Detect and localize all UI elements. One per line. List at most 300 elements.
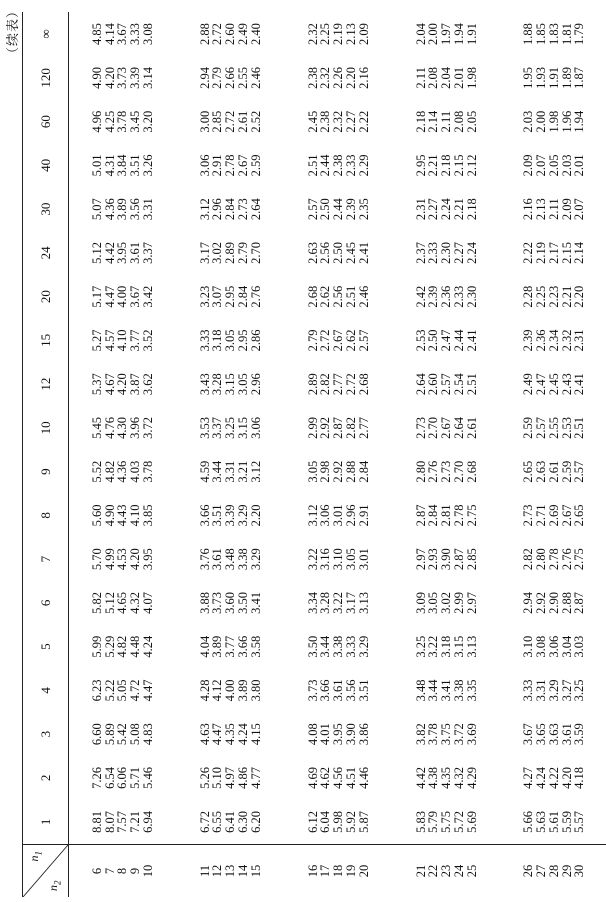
table-value: 4.85 (89, 23, 104, 45)
table-value: 2.37 (413, 241, 428, 264)
table-value: 4.10 (115, 329, 130, 352)
header-row (23, 12, 69, 897)
table-value: 1.91 (546, 66, 561, 89)
table-value: 4.47 (210, 723, 225, 746)
value-cell (501, 231, 606, 275)
column-header: 12 (23, 362, 69, 406)
table-value: 2.09 (356, 23, 371, 45)
table-value: 2.86 (248, 329, 263, 352)
table-value: 2.85 (464, 548, 479, 571)
value-cell (177, 756, 285, 800)
table-value: 3.33 (521, 679, 536, 702)
n2-value: 30 (572, 864, 587, 878)
table-value: 2.12 (464, 154, 479, 177)
table-value: 3.89 (235, 679, 250, 702)
table-value: 2.36 (439, 285, 454, 308)
table-value: 3.61 (210, 548, 225, 571)
table-value: 2.95 (413, 154, 428, 177)
table-value: 4.77 (248, 766, 263, 789)
table-value: 2.51 (464, 373, 479, 396)
table-value: 5.83 (413, 810, 428, 833)
table-value: 1.88 (521, 23, 536, 45)
value-cell (285, 144, 393, 188)
table-value: 3.08 (140, 23, 155, 45)
table-value: 3.15 (235, 416, 250, 439)
table-value: 2.20 (343, 66, 358, 89)
table-value: 2.50 (318, 198, 333, 221)
table-value: 4.01 (318, 723, 333, 746)
table-value: 4.36 (115, 460, 130, 483)
table-value: 3.14 (140, 66, 155, 89)
table-value: 5.12 (102, 591, 117, 614)
table-value: 2.47 (439, 329, 454, 352)
n2-values (69, 845, 177, 898)
table-value: 4.47 (140, 679, 155, 702)
table-value: 2.70 (248, 241, 263, 264)
table-value: 4.24 (235, 723, 250, 746)
n2-value: 20 (356, 864, 371, 878)
table-value: 2.57 (356, 329, 371, 352)
table-value: 4.86 (235, 766, 250, 789)
value-cell (177, 450, 285, 494)
table-value: 3.65 (534, 723, 549, 746)
table-value: 2.26 (331, 66, 346, 89)
table-value: 3.22 (331, 591, 346, 614)
table-value: 4.27 (521, 766, 536, 789)
table-value: 2.22 (521, 241, 536, 264)
table-value: 2.29 (356, 154, 371, 177)
table-value: 2.93 (426, 548, 441, 571)
table-value: 2.27 (451, 241, 466, 264)
table-value: 3.22 (426, 635, 441, 658)
table-value: 3.78 (426, 723, 441, 746)
table-value: 2.54 (451, 373, 466, 396)
table-value: 4.00 (223, 679, 238, 702)
value-cell (393, 362, 501, 406)
table-value: 2.84 (356, 460, 371, 483)
table-value: 2.72 (223, 110, 238, 133)
table-value: 3.18 (210, 329, 225, 352)
table-value: 5.87 (356, 810, 371, 833)
table-value: 2.13 (343, 23, 358, 45)
table-value: 3.56 (343, 679, 358, 702)
table-value: 2.80 (534, 548, 549, 571)
table-value: 2.57 (572, 460, 587, 483)
table-value: 2.70 (426, 416, 441, 439)
table-value: 2.25 (318, 23, 333, 45)
table-value: 5.52 (89, 460, 104, 483)
value-cell (69, 362, 177, 406)
table-value: 3.66 (235, 635, 250, 658)
table-value: 2.50 (331, 241, 346, 264)
column-header: 6 (23, 581, 69, 625)
table-value: 3.29 (248, 548, 263, 571)
table-value: 4.46 (356, 766, 371, 789)
table-value: 4.38 (426, 766, 441, 789)
table-value: 6.06 (115, 766, 130, 789)
table-value: 3.29 (356, 635, 371, 658)
column-header: 1 (23, 800, 69, 845)
value-cell (69, 625, 177, 669)
value-cell (501, 581, 606, 625)
table-value: 3.28 (318, 591, 333, 614)
table-value: 2.15 (451, 154, 466, 177)
value-cell (177, 187, 285, 231)
value-cell (285, 275, 393, 319)
table-value: 3.10 (331, 548, 346, 571)
value-cell (177, 319, 285, 363)
table-value: 2.45 (305, 110, 320, 133)
table-value: 3.37 (140, 241, 155, 264)
table-value: 2.60 (426, 373, 441, 396)
table-value: 5.72 (451, 810, 466, 833)
table-value: 3.77 (128, 329, 143, 352)
table-value: 2.70 (451, 460, 466, 483)
table-value: 2.90 (546, 591, 561, 614)
table-value: 2.57 (439, 373, 454, 396)
value-cell (393, 756, 501, 800)
table-value: 1.83 (546, 23, 561, 45)
table-value: 3.95 (140, 548, 155, 571)
table-value: 2.38 (318, 110, 333, 133)
table-value: 2.03 (559, 154, 574, 177)
table-value: 2.81 (439, 504, 454, 527)
table-value: 3.31 (140, 198, 155, 221)
table-value: 3.67 (115, 23, 130, 45)
table-value: 4.22 (546, 766, 561, 789)
table-value: 3.25 (413, 635, 428, 658)
table-value: 2.96 (343, 504, 358, 527)
n2-value: 26 (521, 864, 536, 878)
table-value: 1.89 (559, 66, 574, 89)
table-value: 2.03 (521, 110, 536, 133)
n2-value: 27 (534, 864, 549, 878)
table-value: 4.20 (102, 66, 117, 89)
table-value: 3.61 (331, 679, 346, 702)
table-value: 2.09 (521, 154, 536, 177)
table-value: 4.12 (210, 679, 225, 702)
table-value: 4.72 (128, 679, 143, 702)
table-value: 2.11 (546, 198, 561, 220)
table-value: 4.31 (102, 154, 117, 177)
table-value: 3.34 (305, 591, 320, 614)
value-cell (393, 231, 501, 275)
table-value: 5.99 (89, 635, 104, 658)
n2-value: 9 (128, 867, 143, 875)
value-cell (285, 625, 393, 669)
value-cell (177, 12, 285, 56)
table-value: 2.89 (305, 373, 320, 396)
table-value: 6.04 (318, 810, 333, 833)
value-cell (393, 625, 501, 669)
table-value: 4.69 (305, 766, 320, 789)
table-value: 8.07 (102, 810, 117, 833)
value-cell (285, 406, 393, 450)
table-value: 3.61 (128, 241, 143, 264)
value-cell (177, 537, 285, 581)
n2-values (285, 845, 393, 898)
table-value: 3.05 (426, 591, 441, 614)
table-value: 3.18 (439, 635, 454, 658)
table-value: 5.79 (426, 810, 441, 833)
table-value: 2.68 (305, 285, 320, 308)
table-value: 3.45 (128, 110, 143, 133)
table-value: 2.61 (464, 416, 479, 439)
table-value: 3.06 (197, 154, 212, 177)
n2-values (501, 845, 606, 898)
n2-value: 14 (235, 864, 250, 878)
column-header: 60 (23, 100, 69, 144)
table-value: 2.30 (439, 241, 454, 264)
value-cell (501, 800, 606, 845)
value-cell (285, 494, 393, 538)
table-value: 6.72 (197, 810, 212, 833)
value-cell (177, 100, 285, 144)
table-value: 4.90 (89, 66, 104, 89)
value-cell (177, 275, 285, 319)
table-value: 2.35 (356, 198, 371, 221)
table-value: 2.25 (534, 285, 549, 308)
table-value: 3.78 (115, 110, 130, 133)
n2-value: 23 (439, 864, 454, 878)
table-value: 2.77 (331, 373, 346, 396)
table-value: 2.49 (235, 23, 250, 45)
table-value: 1.95 (521, 66, 536, 89)
table-value: 2.01 (451, 66, 466, 89)
table-value: 2.39 (426, 285, 441, 308)
table-value: 2.43 (559, 373, 574, 396)
table-value: 2.72 (343, 373, 358, 396)
table-value: 5.12 (89, 241, 104, 264)
value-cell (501, 406, 606, 450)
n2-values (177, 845, 285, 898)
table-value: 5.98 (331, 810, 346, 833)
table-value: 3.06 (546, 635, 561, 658)
value-cell (501, 275, 606, 319)
value-cell (285, 800, 393, 845)
table-value: 2.00 (426, 23, 441, 45)
continued-label: （续表） (5, 4, 20, 61)
value-cell (285, 756, 393, 800)
value-cell (501, 56, 606, 100)
table-value: 6.41 (223, 810, 238, 833)
table-value: 5.92 (343, 810, 358, 833)
value-cell (69, 800, 177, 845)
table-value: 3.85 (140, 504, 155, 527)
table-value: 3.80 (248, 679, 263, 702)
n2-value: 19 (343, 864, 358, 878)
table-value: 2.08 (451, 110, 466, 133)
table-value: 2.50 (426, 329, 441, 352)
table-value: 5.10 (210, 766, 225, 789)
table-value: 3.01 (356, 548, 371, 571)
table-value: 2.62 (318, 285, 333, 308)
table-value: 2.18 (464, 198, 479, 221)
table-value: 3.17 (197, 241, 212, 264)
table-value: 3.50 (305, 635, 320, 658)
value-cell (69, 669, 177, 713)
table-value: 4.10 (128, 504, 143, 527)
n2-value: 7 (102, 867, 117, 875)
table-value: 3.56 (128, 198, 143, 221)
table-value: 4.96 (89, 110, 104, 133)
table-value: 2.91 (210, 154, 225, 177)
n2-value: 11 (197, 864, 212, 878)
table-value: 2.80 (413, 460, 428, 483)
table-value: 2.52 (248, 110, 263, 133)
table-value: 4.20 (128, 548, 143, 571)
table-value: 3.26 (140, 154, 155, 177)
table-value: 3.06 (318, 504, 333, 527)
table-value: 2.56 (331, 285, 346, 308)
table-value: 3.02 (439, 591, 454, 614)
table-value: 3.90 (343, 723, 358, 746)
table-value: 4.51 (343, 766, 358, 789)
table-value: 2.67 (559, 504, 574, 527)
table-value: 4.97 (223, 766, 238, 789)
table-value: 5.26 (197, 766, 212, 789)
table-value: 3.35 (464, 679, 479, 702)
table-value: 3.44 (318, 635, 333, 658)
value-cell (177, 231, 285, 275)
table-value: 2.63 (305, 241, 320, 264)
table-value: 2.09 (559, 198, 574, 221)
table-value: 2.68 (464, 460, 479, 483)
table-value: 3.72 (140, 416, 155, 439)
table-value: 2.75 (464, 504, 479, 527)
table-value: 1.79 (572, 23, 587, 45)
table-body (69, 12, 606, 897)
value-cell (393, 494, 501, 538)
table-value: 2.65 (572, 504, 587, 527)
table-value: 4.59 (197, 460, 212, 483)
table-value: 4.76 (102, 416, 117, 439)
table-value: 4.24 (534, 766, 549, 789)
table-value: 5.89 (102, 723, 117, 746)
value-cell (285, 581, 393, 625)
table-value: 2.68 (356, 373, 371, 396)
table-value: 7.57 (115, 810, 130, 833)
table-value: 3.67 (128, 285, 143, 308)
table-value: 2.61 (235, 110, 250, 133)
table-value: 2.73 (235, 198, 250, 221)
n2-value: 18 (331, 864, 346, 878)
value-cell (285, 319, 393, 363)
value-cell (501, 187, 606, 231)
table-value: 2.82 (521, 548, 536, 571)
table-value: 2.67 (235, 154, 250, 177)
column-header: 4 (23, 669, 69, 713)
column-header: 30 (23, 187, 69, 231)
table-value: 3.67 (521, 723, 536, 746)
table-value: 5.37 (89, 373, 104, 396)
row-group (285, 12, 393, 897)
table-value: 4.14 (102, 23, 117, 45)
row-group (177, 12, 285, 897)
value-cell (177, 56, 285, 100)
table-value: 7.26 (89, 766, 104, 789)
table-value: 3.20 (140, 110, 155, 133)
table-value: 2.73 (439, 460, 454, 483)
table-value: 2.07 (572, 198, 587, 221)
table-value: 3.78 (140, 460, 155, 483)
value-cell (285, 100, 393, 144)
table-value: 2.05 (546, 154, 561, 177)
table-value: 4.48 (128, 635, 143, 658)
table-value: 4.62 (318, 766, 333, 789)
table-value: 4.36 (102, 198, 117, 221)
table-value: 2.44 (318, 154, 333, 177)
table-value: 2.11 (439, 110, 454, 133)
table-value: 4.04 (197, 635, 212, 658)
table-value: 6.23 (89, 679, 104, 702)
value-cell (69, 187, 177, 231)
table-value: 3.77 (223, 635, 238, 658)
table-value: 3.13 (356, 591, 371, 614)
table-value: 3.62 (140, 373, 155, 396)
table-value: 2.59 (559, 460, 574, 483)
table-value: 2.33 (451, 285, 466, 308)
table-value: 4.42 (413, 766, 428, 789)
table-value: 2.76 (248, 285, 263, 308)
table-value: 3.61 (559, 723, 574, 746)
n1-label: $n_1$ (27, 851, 44, 862)
table-value: 3.95 (331, 723, 346, 746)
column-header: 24 (23, 231, 69, 275)
table-value: 2.13 (534, 198, 549, 221)
table-value: 4.53 (115, 548, 130, 571)
table-value: 3.48 (223, 548, 238, 571)
value-cell (177, 712, 285, 756)
table-value: 3.72 (451, 723, 466, 746)
table-value: 4.00 (115, 285, 130, 308)
table-value: 1.94 (572, 110, 587, 133)
table-value: 3.96 (128, 416, 143, 439)
table-value: 3.31 (223, 460, 238, 483)
table-value: 2.21 (559, 285, 574, 308)
table-value: 4.67 (102, 373, 117, 396)
table-value: 5.08 (128, 723, 143, 746)
table-value: 2.31 (413, 198, 428, 221)
table-value: 2.24 (464, 241, 479, 264)
table-value: 3.02 (210, 241, 225, 264)
table-value: 3.86 (356, 723, 371, 746)
f-distribution-table (22, 12, 606, 897)
table-value: 3.51 (128, 154, 143, 177)
table-value: 3.88 (197, 591, 212, 614)
n2-value: 22 (426, 864, 441, 878)
table-value: 3.82 (413, 723, 428, 746)
n2-values (393, 845, 501, 898)
table-value: 3.15 (451, 635, 466, 658)
table-value: 2.22 (356, 110, 371, 133)
table-value: 1.96 (559, 110, 574, 133)
table-value: 4.43 (115, 504, 130, 527)
table-value: 1.97 (439, 23, 454, 45)
value-cell (285, 187, 393, 231)
column-header: 7 (23, 537, 69, 581)
table-value: 3.28 (210, 373, 225, 396)
table-value: 2.59 (521, 416, 536, 439)
table-value: 2.01 (572, 154, 587, 177)
table-value: 3.03 (572, 635, 587, 658)
table-value: 2.53 (413, 329, 428, 352)
n2-value: 16 (305, 864, 320, 878)
table-value: 2.41 (356, 241, 371, 264)
table-value: 2.79 (210, 66, 225, 89)
table-value: 2.20 (248, 504, 263, 527)
table-value: 3.38 (451, 679, 466, 702)
